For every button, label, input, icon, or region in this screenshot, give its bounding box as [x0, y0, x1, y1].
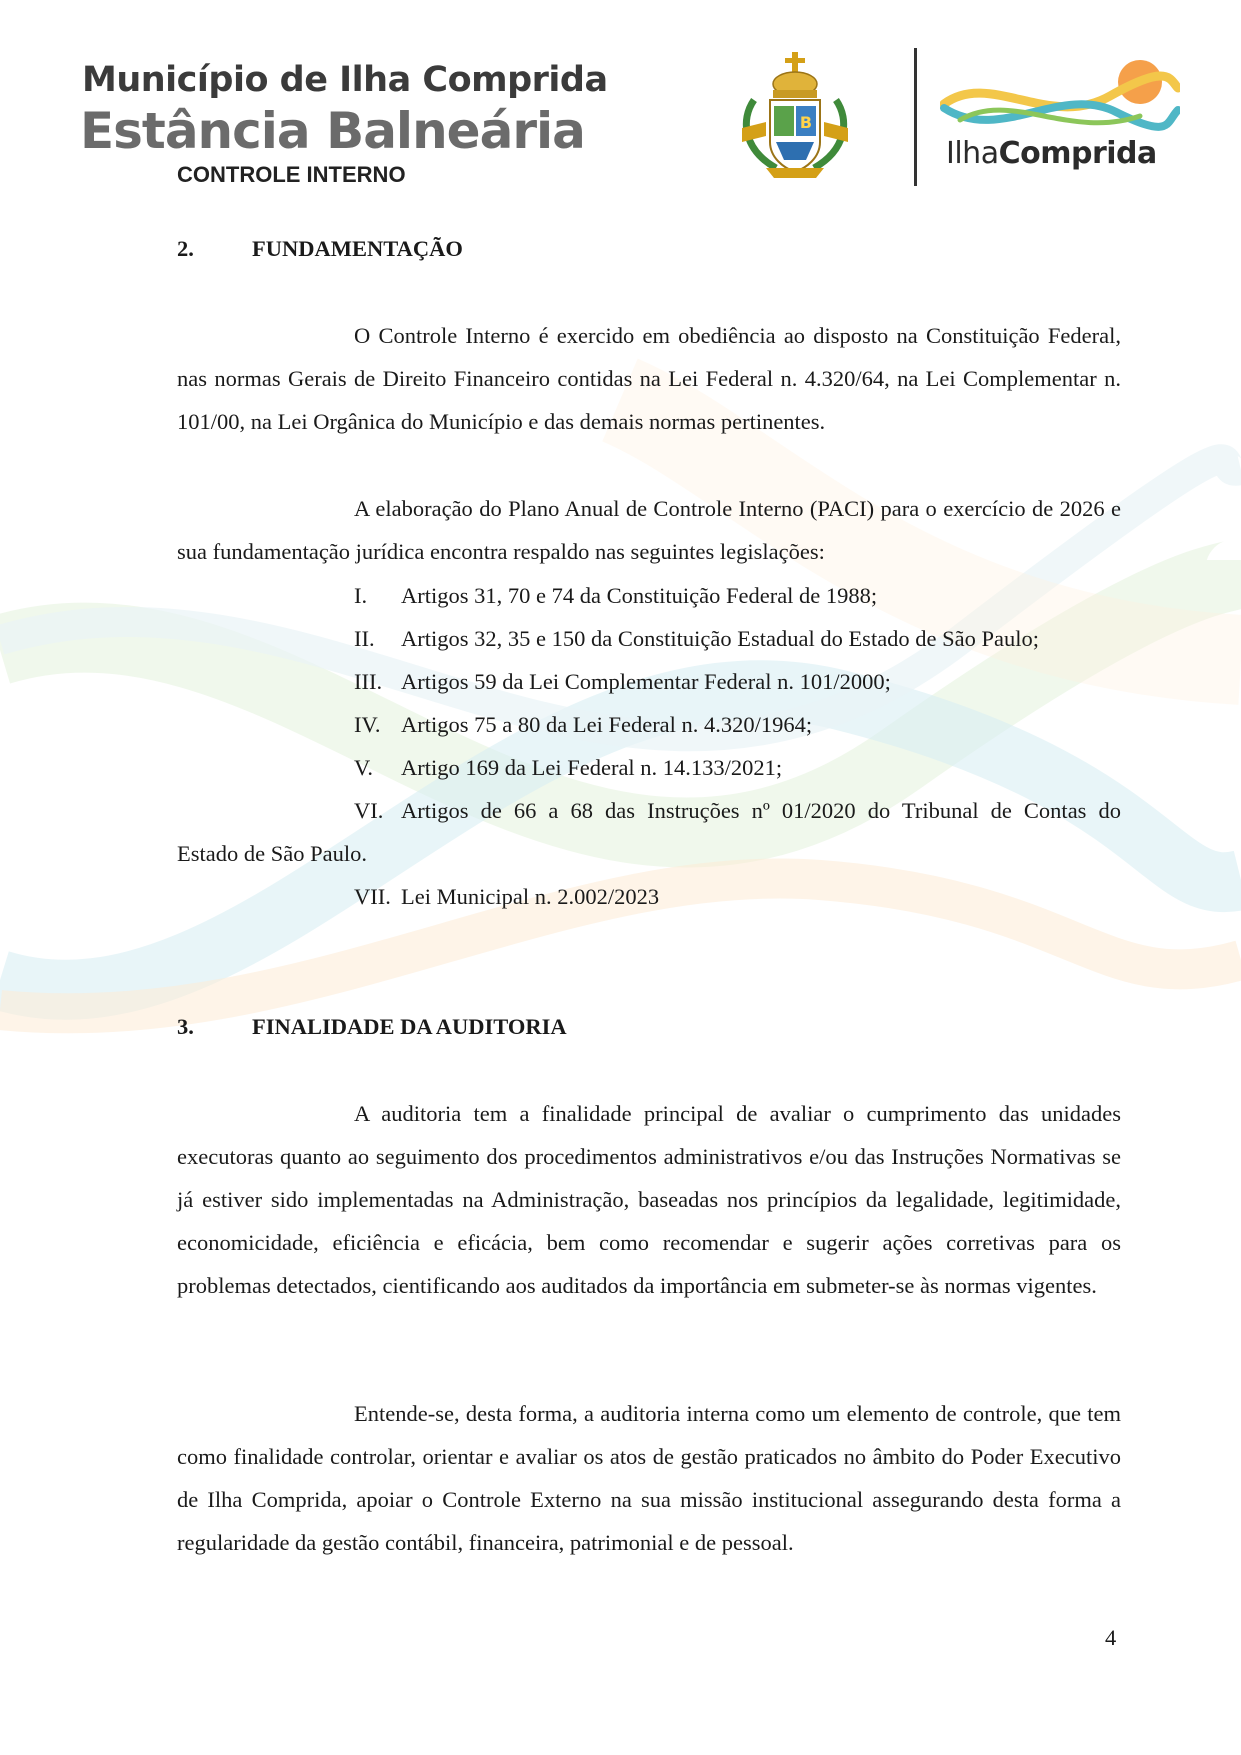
- item-text: Artigos 32, 35 e 150 da Constituição Estadual do Estado de São Paulo;: [401, 626, 1040, 651]
- section-2-heading: [177, 236, 463, 262]
- header-divider: [914, 48, 917, 186]
- page-number: 4: [1105, 1625, 1117, 1650]
- item-text: Artigos de 66 a 68 das Instruções nº 01/2020 do Tribunal de Contas do: [401, 798, 1121, 823]
- item-text: Artigo 169 da Lei Federal n. 14.133/2021;: [401, 755, 783, 780]
- legislation-item-3: [354, 669, 891, 695]
- ilha-comprida-wordmark: [946, 136, 1157, 171]
- legislation-item-4: [354, 712, 812, 738]
- item-numeral: I.: [354, 583, 368, 608]
- item-numeral: VII.: [354, 884, 391, 909]
- section-3-number: 3.: [177, 1014, 194, 1039]
- item-numeral: V.: [354, 755, 373, 780]
- legislation-item-5: [354, 755, 782, 781]
- item-numeral: IV.: [354, 712, 381, 737]
- municipality-subtitle: Estância Balneária: [80, 102, 585, 160]
- legislation-item-2: [354, 626, 1039, 652]
- wordmark-bold: Comprida: [998, 136, 1157, 171]
- section-3-paragraph-1: A auditoria tem a finalidade principal de avaliar o cumprimento das unidades executoras quanto ao seguimento dos procedimentos administrativos e/ou das Instruções Normativas se já estiver sido implementadas na Administração, baseadas nos princípios da legalidade, legitimidade, economicidade, eficiência e eficácia, bem como recomendar e sugerir ações corretivas para os problemas detectados, cientificando aos auditados da importância em submeter-se às normas vigentes.: [177, 1101, 1121, 1298]
- section-2-title: FUNDAMENTAÇÃO: [252, 236, 463, 261]
- section-2-number: 2.: [177, 236, 194, 261]
- item-text: Artigos 31, 70 e 74 da Constituição Federal de 1988;: [401, 583, 878, 608]
- wordmark-light: Ilha: [946, 136, 999, 171]
- legislation-item-7: [354, 884, 659, 910]
- section-3-heading: [177, 1014, 567, 1040]
- legislation-item-1: [354, 583, 877, 609]
- item-numeral: III.: [354, 669, 383, 694]
- svg-text:B: B: [799, 113, 813, 132]
- item-text: Artigos 75 a 80 da Lei Federal n. 4.320/1964;: [401, 712, 813, 737]
- item-text: Lei Municipal n. 2.002/2023: [401, 884, 660, 909]
- item-numeral: VI.: [354, 798, 384, 823]
- section-2-paragraph-1: O Controle Interno é exercido em obediência ao disposto na Constituição Federal, nas normas Gerais de Direito Financeiro contidas na Lei Federal n. 4.320/64, na Lei Complementar n. 101/00, na Lei Orgânica do Município e das demais normas pertinentes.: [177, 323, 1121, 434]
- section-3-title: FINALIDADE DA AUDITORIA: [252, 1014, 567, 1039]
- department-name: CONTROLE INTERNO: [177, 162, 406, 187]
- item-text: Artigos 59 da Lei Complementar Federal n. 101/2000;: [401, 669, 891, 694]
- legislation-item-6: [354, 798, 1121, 824]
- legislation-item-6-continuation: Estado de São Paulo.: [177, 841, 367, 866]
- section-2-paragraph-2: A elaboração do Plano Anual de Controle Interno (PACI) para o exercício de 2026 e sua fundamentação jurídica encontra respaldo nas seguintes legislações:: [177, 496, 1121, 564]
- section-3-paragraph-2: Entende-se, desta forma, a auditoria interna como um elemento de controle, que tem como finalidade controlar, orientar e avaliar os atos de gestão praticados no âmbito do Poder Executivo de Ilha Comprida, apoiar o Controle Externo na sua missão institucional assegurando desta forma a regularidade da gestão contábil, financeira, patrimonial e de pessoal.: [177, 1401, 1121, 1555]
- item-numeral: II.: [354, 626, 375, 651]
- page-header: [0, 0, 1241, 200]
- coat-of-arms-icon: [736, 50, 854, 182]
- municipality-name: Município de Ilha Comprida: [82, 60, 608, 100]
